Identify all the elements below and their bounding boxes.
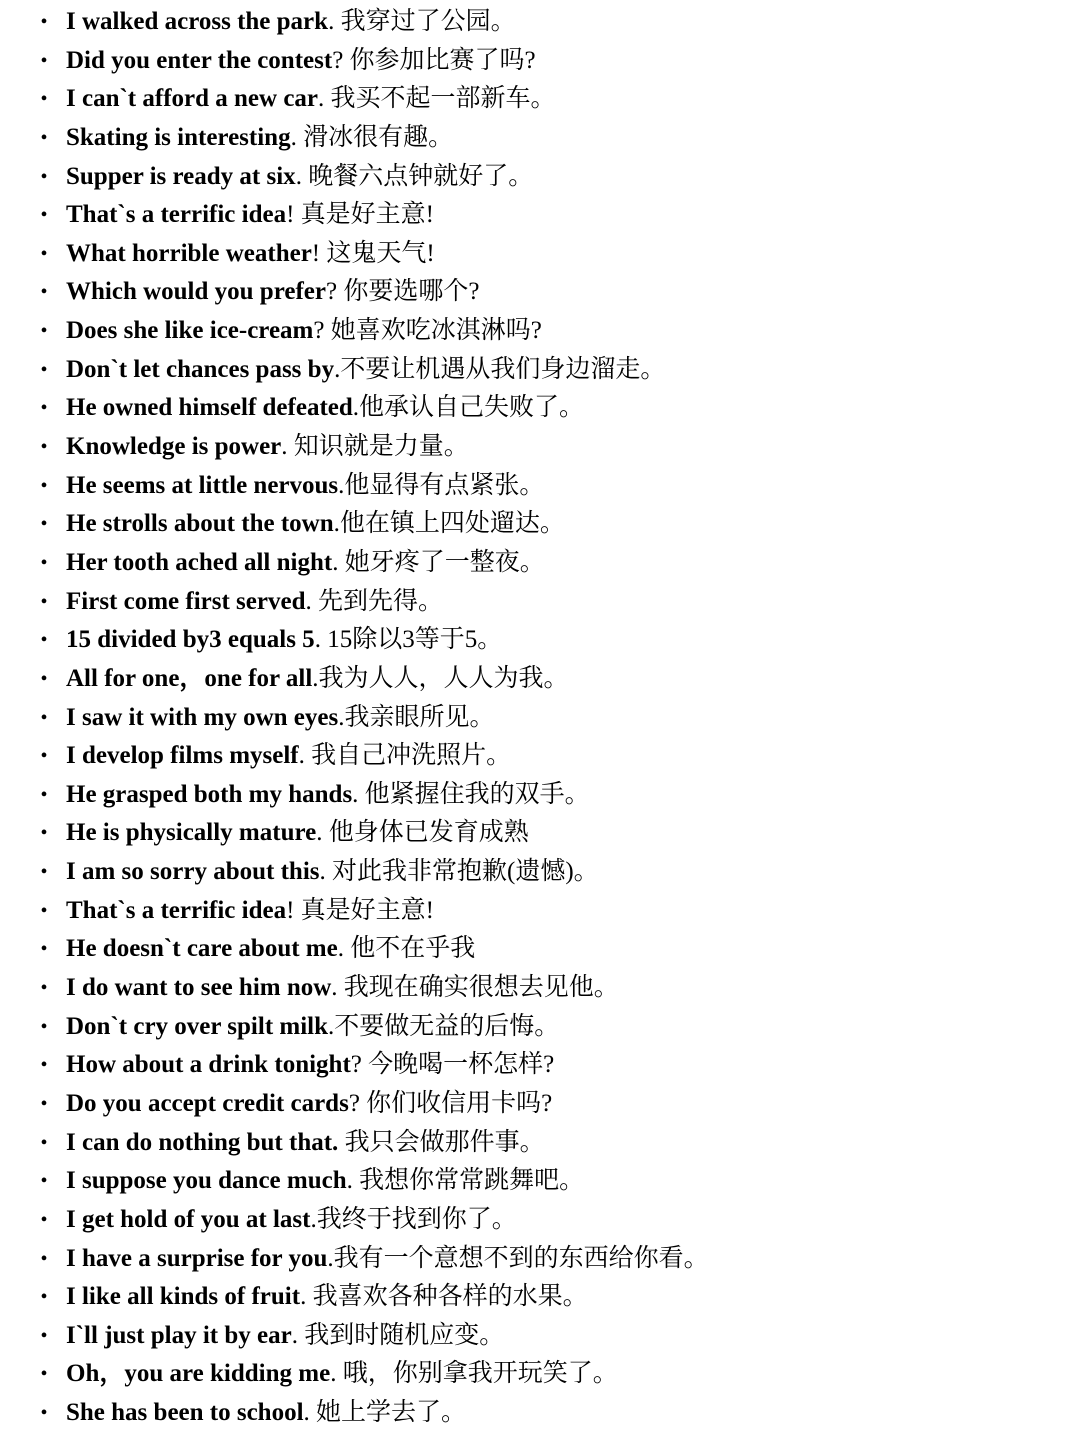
list-item (0, 1124, 1080, 1163)
english-phrase: I like all kinds of fruit (66, 1283, 301, 1311)
english-phrase: He strolls about the town (66, 510, 334, 538)
chinese-translation: ? 你要选哪个? (325, 278, 480, 306)
sentence-line (66, 1201, 517, 1239)
sentence-line (66, 119, 453, 157)
list-item (0, 235, 1080, 274)
chinese-translation: . 先到先得。 (305, 587, 443, 615)
bullet-icon: • (40, 745, 48, 768)
chinese-translation: . 我到时随机应变。 (291, 1321, 505, 1349)
list-item (0, 660, 1080, 699)
chinese-translation: . 我想你常常跳舞吧。 (346, 1167, 585, 1195)
list-item (0, 351, 1080, 390)
sentence-line (66, 1162, 584, 1200)
chinese-translation: .不要让机遇从我们身边溜走。 (334, 355, 666, 383)
english-phrase: I develop films myself (66, 742, 299, 770)
list-item (0, 1240, 1080, 1279)
sentence-line (66, 853, 599, 891)
english-phrase: He is physically mature (66, 819, 317, 847)
chinese-translation: . 哦，你别拿我开玩笑了。 (330, 1360, 618, 1388)
sentence-line (66, 660, 569, 698)
bullet-icon: • (40, 1324, 48, 1347)
bullet-icon: • (40, 1402, 48, 1425)
bullet-icon: • (40, 397, 48, 420)
english-phrase: I`ll just play it by ear (66, 1321, 292, 1349)
list-item (0, 158, 1080, 197)
bullet-icon: • (40, 1170, 48, 1193)
bullet-icon: • (40, 358, 48, 381)
english-phrase: How about a drink tonight (66, 1051, 351, 1079)
english-phrase: Don`t cry over spilt milk (66, 1012, 329, 1040)
list-item (0, 3, 1080, 42)
chinese-translation: .我为人人，人人为我。 (312, 664, 569, 692)
list-item (0, 814, 1080, 853)
english-phrase: He seems at little nervous (66, 471, 339, 499)
english-phrase: Which would you prefer (66, 278, 326, 306)
bullet-icon: • (40, 629, 48, 652)
sentence-line (66, 428, 469, 466)
sentence-line (66, 1124, 545, 1162)
bullet-icon: • (40, 1092, 48, 1115)
english-phrase: That`s a terrific idea (66, 896, 287, 924)
chinese-translation: . 15除以3等于5。 (314, 626, 503, 654)
chinese-translation: . 我自己冲洗照片。 (298, 742, 512, 770)
chinese-translation: . 她上学去了。 (303, 1399, 467, 1427)
english-phrase: Does she like ice-cream (66, 317, 314, 345)
list-item (0, 428, 1080, 467)
chinese-translation: . 对此我非常抱歉(遗憾)。 (319, 858, 599, 886)
bullet-icon: • (40, 436, 48, 459)
bullet-icon: • (40, 1208, 48, 1231)
chinese-translation: ? 她喜欢吃冰淇淋吗? (313, 317, 542, 345)
chinese-translation: . 他不在乎我 (337, 935, 476, 963)
bullet-icon: • (40, 1363, 48, 1386)
list-item (0, 853, 1080, 892)
list-item (0, 1201, 1080, 1240)
sentence-line (66, 1394, 466, 1432)
bullet-icon: • (40, 11, 48, 33)
english-phrase: I walked across the park (66, 8, 329, 35)
sentence-line (66, 544, 545, 582)
list-item (0, 273, 1080, 312)
list-item (0, 1278, 1080, 1317)
sentence-line (66, 351, 665, 389)
sentence-line (66, 930, 475, 968)
list-item (0, 1162, 1080, 1201)
bullet-icon: • (40, 513, 48, 536)
chinese-translation: . 知识就是力量。 (281, 433, 469, 461)
sentence-line (66, 583, 443, 621)
chinese-translation: .不要做无益的后悔。 (328, 1012, 560, 1040)
list-item (0, 776, 1080, 815)
list-item (0, 1046, 1080, 1085)
bullet-icon: • (40, 590, 48, 613)
sentence-line (66, 196, 434, 234)
sentence-line (66, 1278, 588, 1316)
chinese-translation: . 我现在确实很想去见他。 (331, 974, 619, 1002)
chinese-translation: ! 这鬼天气! (311, 239, 435, 267)
english-phrase: First come first served (66, 587, 306, 615)
english-phrase: She has been to school (66, 1399, 304, 1427)
chinese-translation: ? 今晚喝一杯怎样? (350, 1051, 555, 1079)
english-phrase: He grasped both my hands (66, 780, 353, 808)
sentence-line (66, 158, 533, 196)
english-phrase: Oh，you are kidding me (66, 1360, 331, 1388)
chinese-translation: .我有一个意想不到的东西给你看。 (327, 1244, 709, 1272)
bullet-icon: • (40, 783, 48, 806)
bullet-icon: • (40, 899, 48, 922)
english-phrase: Skating is interesting (66, 123, 291, 151)
sentence-line (66, 621, 502, 659)
list-item (0, 80, 1080, 119)
list-item (0, 42, 1080, 81)
english-phrase: Knowledge is power (66, 433, 282, 461)
sentence-line (66, 969, 619, 1007)
bullet-icon: • (40, 320, 48, 343)
english-phrase: Her tooth ached all night (66, 548, 333, 576)
sentence-line (66, 1046, 554, 1084)
sentence-line (66, 1008, 559, 1046)
chinese-translation: . 他身体已发育成熟 (316, 819, 529, 847)
sentence-line (66, 699, 494, 737)
sentence-line (66, 3, 516, 41)
english-phrase: Supper is ready at six (66, 162, 296, 190)
bullet-icon: • (40, 88, 48, 111)
sentence-line (66, 1240, 709, 1278)
chinese-translation: ! 真是好主意! (286, 201, 434, 229)
english-phrase: He owned himself defeated (66, 394, 353, 422)
chinese-translation: .他显得有点紧张。 (338, 471, 545, 499)
chinese-translation: . 晚餐六点钟就好了。 (295, 162, 534, 190)
list-item (0, 621, 1080, 660)
english-phrase: Did you enter the contest (66, 46, 333, 74)
sentence-line (66, 389, 584, 427)
list-item (0, 1394, 1080, 1433)
sentence-list (0, 3, 1080, 1433)
bullet-icon: • (40, 474, 48, 497)
list-item (0, 699, 1080, 738)
sentence-line (66, 42, 536, 80)
english-phrase: I do want to see him now (66, 974, 332, 1002)
sentence-line (66, 776, 590, 814)
sentence-line (66, 892, 434, 930)
chinese-translation: . 她牙疼了一整夜。 (332, 548, 545, 576)
chinese-translation: . 我喜欢各种各样的水果。 (300, 1283, 588, 1311)
chinese-translation: . 他紧握住我的双手。 (352, 780, 590, 808)
sentence-line (66, 814, 529, 852)
chinese-translation: .我亲眼所见。 (338, 703, 495, 731)
bullet-icon: • (40, 49, 48, 72)
english-phrase: All for one，one for all (66, 664, 313, 692)
english-phrase: What horrible weather (66, 239, 312, 267)
list-item (0, 892, 1080, 931)
english-phrase: I get hold of you at last (66, 1205, 311, 1233)
list-item (0, 969, 1080, 1008)
sentence-line (66, 1085, 552, 1123)
bullet-icon: • (40, 1054, 48, 1077)
list-item (0, 1317, 1080, 1356)
bullet-icon: • (40, 977, 48, 1000)
bullet-icon: • (40, 281, 48, 304)
list-item (0, 119, 1080, 158)
bullet-icon: • (40, 861, 48, 884)
english-phrase: He doesn`t care about me (66, 935, 338, 963)
english-phrase: That`s a terrific idea (66, 201, 287, 229)
list-item (0, 737, 1080, 776)
bullet-icon: • (40, 242, 48, 265)
english-phrase: I can do nothing but that. (66, 1128, 339, 1156)
list-item (0, 1085, 1080, 1124)
list-item (0, 312, 1080, 351)
bullet-icon: • (40, 667, 48, 690)
chinese-translation: ! 真是好主意! (286, 896, 434, 924)
bullet-icon: • (40, 938, 48, 961)
bullet-icon: • (40, 126, 48, 149)
sentence-line (66, 1355, 618, 1393)
sentence-line (66, 312, 542, 350)
list-item (0, 583, 1080, 622)
sentence-line (66, 273, 479, 311)
chinese-translation: .我终于找到你了。 (310, 1205, 517, 1233)
bullet-icon: • (40, 551, 48, 574)
sentence-line (66, 235, 435, 273)
list-item (0, 930, 1080, 969)
chinese-translation: 我只会做那件事。 (338, 1128, 545, 1156)
chinese-translation: . 我穿过了公园。 (328, 8, 516, 35)
chinese-translation: . 滑冰很有趣。 (290, 123, 454, 151)
bullet-icon: • (40, 822, 48, 845)
sentence-line (66, 80, 556, 118)
english-phrase: I suppose you dance much (66, 1167, 347, 1195)
sentence-line (66, 467, 544, 505)
list-item (0, 389, 1080, 428)
chinese-translation: .他在镇上四处遛达。 (333, 510, 565, 538)
sentence-line (66, 1317, 504, 1355)
bullet-icon: • (40, 1247, 48, 1270)
english-phrase: I am so sorry about this (66, 858, 320, 886)
chinese-translation: . 我买不起一部新车。 (318, 85, 556, 113)
list-item (0, 196, 1080, 235)
list-item (0, 544, 1080, 583)
chinese-translation: ? 你们收信用卡吗? (348, 1089, 553, 1117)
bullet-icon: • (40, 1286, 48, 1309)
english-phrase: I have a surprise for you (66, 1244, 328, 1272)
sentence-line (66, 505, 565, 543)
list-item (0, 1355, 1080, 1394)
bullet-icon: • (40, 706, 48, 729)
bullet-icon: • (40, 1131, 48, 1154)
english-phrase: Don`t let chances pass by (66, 355, 335, 383)
sentence-line (66, 737, 511, 775)
english-phrase: I saw it with my own eyes (66, 703, 339, 731)
chinese-translation: ? 你参加比赛了吗? (332, 46, 536, 74)
english-phrase: 15 divided by3 equals 5 (66, 626, 315, 654)
chinese-translation: .他承认自己失败了。 (352, 394, 585, 422)
bullet-icon: • (40, 165, 48, 188)
english-phrase: Do you accept credit cards (66, 1089, 349, 1117)
list-item (0, 467, 1080, 506)
english-phrase: I can`t afford a new car (66, 85, 319, 113)
list-item (0, 1008, 1080, 1047)
bullet-icon: • (40, 204, 48, 227)
bullet-icon: • (40, 1015, 48, 1038)
list-item (0, 505, 1080, 544)
